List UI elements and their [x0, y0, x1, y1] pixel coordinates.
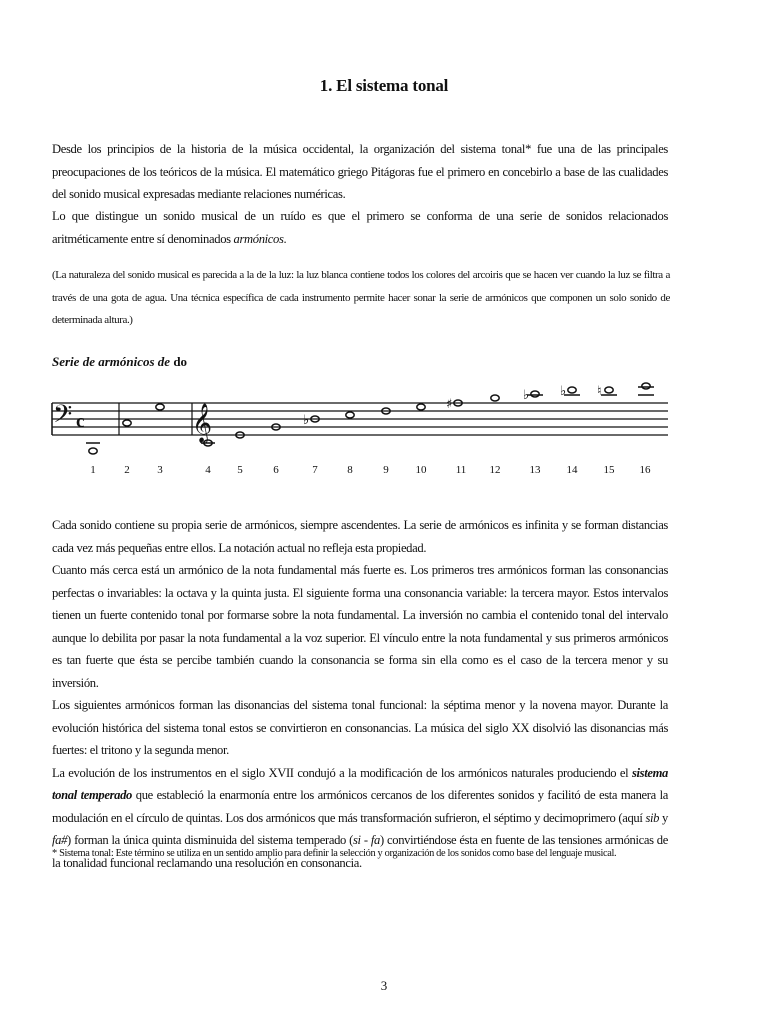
light-analogy-note: (La naturaleza del sonido musical es parecida a la de la luz: la luz blanca contiene todos los colores del arcoiris que se hacen ver cuando la luz se filtra a través de una gota de agua. Una técnica específica de cada instrumento permite hacer sonar la serie de armónicos que componen un solo sonido de determinada altura.): [52, 269, 670, 326]
note-4: [204, 440, 212, 446]
svg-text:♯: ♯: [446, 397, 453, 412]
note-15: [605, 387, 613, 393]
harmonic-number: 11: [455, 464, 467, 476]
common-time-icon: c: [76, 411, 85, 432]
note-16: [642, 383, 650, 389]
main-paragraph-1: Cada sonido contiene su propia serie de armónicos, siempre ascendentes. La serie de armónicos es infinita y se forman distancias cada vez más pequeñas entre ellos. La notación actual no refleja esta propiedad.: [52, 518, 668, 555]
intro-paragraph-1: Desde los principios de la historia de la música occidental, la organización del sistema tonal* fue una de las principales preocupaciones de los teóricos de la música. El matemático griego Pitágoras fue el primero en concebirlo a base de las cualidades del sonido musical expresadas mediante relaciones numéricas.: [52, 142, 668, 201]
svg-text:♮: ♮: [597, 384, 602, 399]
main-paragraph-2: Cuanto más cerca está un armónico de la nota fundamental más fuerte es. Los primeros tres armónicos forman las consonancias perfectas o invariables: la octava y la quinta justa. El siguiente forma una consonancia variable: la tercera mayor. Estos intervalos tienen un fuerte contenido tonal por formarse sobre la nota fundamental. La inversión no cambia el contenido tonal del intervalo aunque lo debilita por pasar la nota fundamental a la voz superior. El vínculo entre la nota fundamental y sus primeros armónicos es tan fuerte que ésta se percibe también cuando la consonancia se forma sin ella como es el caso de la tercera menor y su inversión.: [52, 563, 668, 690]
page-title: 1. El sistema tonal: [319, 76, 449, 95]
note-3: [156, 404, 164, 410]
harmonic-number: 6: [273, 464, 279, 476]
harmonic-number: 4: [205, 464, 211, 476]
note-9: [382, 408, 390, 414]
svg-text:♭: ♭: [560, 384, 567, 399]
note-12: [491, 395, 499, 401]
svg-text:♭: ♭: [523, 388, 530, 403]
note-11: [454, 400, 462, 406]
note-1: [89, 448, 97, 454]
note-7: [311, 416, 319, 422]
note-5: [236, 432, 244, 438]
note-6: [272, 424, 280, 430]
harmonic-number: 3: [157, 464, 163, 476]
harmonic-series-heading: Serie de armónicos de do: [52, 354, 188, 369]
svg-text:♭: ♭: [303, 413, 310, 428]
note-14: [568, 387, 576, 393]
harmonic-number: 13: [529, 464, 541, 476]
treble-clef-icon: [192, 403, 212, 444]
svg-text:𝄞: 𝄞: [192, 403, 213, 443]
main-text: [52, 514, 668, 874]
main-paragraph-4: La evolución de los instrumentos en el siglo XVII condujó a la modificación de los armónicos naturales produciendo el sistema tonal temperado que estableció la enarmonía entre los armónicos cercanos de los diferentes sonidos y facilitó de esta manera la modulación en el círculo de quintas. Los dos armónicos que más transformación sufrieron, el séptimo y decimoprimero (aquí sib y fa#) forman la única quinta disminuida del sistema temperado (si - fa) convirtiéndose ésta en fuente de las tensiones armónicas de la tonalidad funcional reclamando una resolución en consonancia.: [52, 765, 668, 870]
svg-text:𝄢: 𝄢: [53, 400, 73, 435]
harmonic-number: 7: [312, 464, 318, 476]
harmonic-number: 2: [124, 464, 130, 476]
bass-clef-icon: [53, 400, 72, 435]
note-10: [417, 404, 425, 410]
harmonic-number: 5: [237, 464, 243, 476]
note-2: [123, 420, 131, 426]
footnote: * Sistema tonal: Este término se utiliza en un sentido amplio para definir la selección y organización de los sonidos como base del lenguaje musical.: [52, 848, 617, 859]
harmonic-number: 16: [639, 464, 651, 476]
armonicos-term: armónicos: [233, 231, 284, 246]
harmonic-number: 10: [415, 464, 427, 476]
harmonic-number: 8: [347, 464, 353, 476]
harmonic-number: 14: [566, 464, 578, 476]
page-number: 3: [380, 978, 388, 993]
main-paragraph-3: Los siguientes armónicos forman las disonancias del sistema tonal funcional: la séptima menor y la novena mayor. Durante la evolución histórica del sistema tonal estos se convirtieron en consonancias. La música del siglo XX disolvió las disonancias más fuertes: el tritono y la segunda menor.: [52, 698, 668, 757]
note-8: [346, 412, 354, 418]
intro-paragraph-2: Lo que distingue un sonido musical de un ruído es que el primero se conforma de una serie de sonidos relacionados aritméticamente entre sí denominados armónicos.: [52, 209, 668, 246]
harmonic-number: 15: [603, 464, 615, 476]
harmonic-number: 1: [90, 464, 96, 476]
note-13: [531, 391, 539, 397]
harmonic-number: 12: [489, 464, 501, 476]
harmonic-number: 9: [383, 464, 389, 476]
